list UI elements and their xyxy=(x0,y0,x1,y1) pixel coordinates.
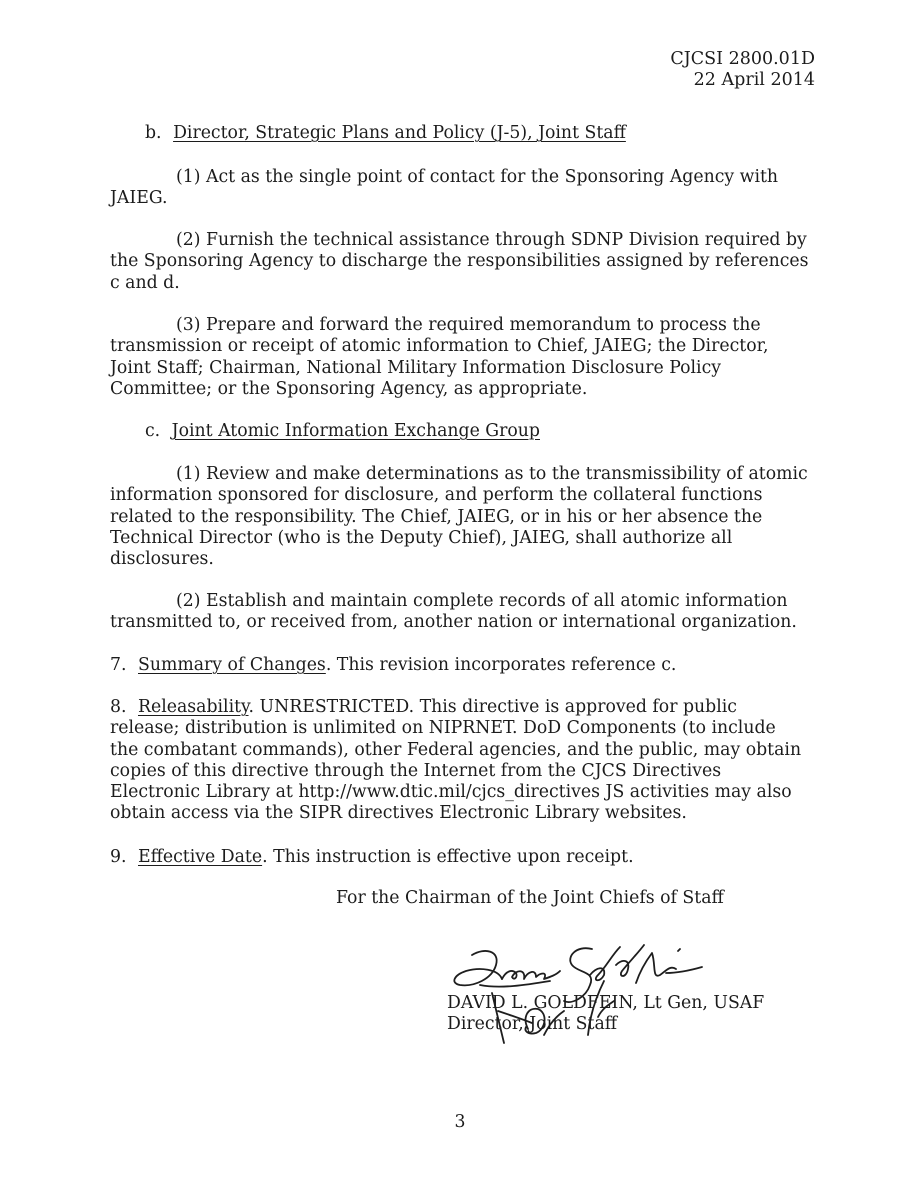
section-b-title: Director, Strategic Plans and Policy (J-5), Joint Staff xyxy=(173,123,626,143)
paragraph-c1 xyxy=(110,464,820,570)
text-line: the Sponsoring Agency to discharge the responsibilities assigned by references xyxy=(110,251,809,272)
signatory-title: Director, Joint Staff xyxy=(447,1014,618,1035)
text-line: (1) Review and make determinations as to the transmissibility of atomic xyxy=(176,464,808,484)
paragraph-8-first-line: . UNRESTRICTED. This directive is approved for public xyxy=(248,697,737,717)
paragraph-b3 xyxy=(110,315,820,400)
document-header xyxy=(670,49,815,91)
paragraph-7-number: 7. xyxy=(110,655,127,675)
paragraph-9-text: . This instruction is effective upon receipt. xyxy=(262,847,634,867)
paragraph-c2 xyxy=(110,591,820,634)
text-line: related to the responsibility. The Chief, JAIEG, or in his or her absence the xyxy=(110,506,763,527)
text-line: transmission or receipt of atomic information to Chief, JAIEG; the Director, xyxy=(110,336,769,357)
paragraph-9-number: 9. xyxy=(110,847,127,867)
section-c-number: c. xyxy=(145,421,161,441)
text-line: (3) Prepare and forward the required memorandum to process the xyxy=(176,315,761,335)
text-line: the combatant commands), other Federal agencies, and the public, may obtain xyxy=(110,739,802,760)
text-line: (1) Act as the single point of contact for the Sponsoring Agency with xyxy=(176,167,779,187)
section-b-number: b. xyxy=(145,123,162,143)
text-line: release; distribution is unlimited on NIPRNET. DoD Components (to include xyxy=(110,718,776,739)
section-c-heading xyxy=(145,421,855,442)
text-line: (2) Furnish the technical assistance through SDNP Division required by xyxy=(176,230,807,250)
paragraph-9 xyxy=(110,847,820,868)
paragraph-b1 xyxy=(110,167,820,210)
text-line: JAIEG. xyxy=(110,188,168,209)
paragraph-7-text: . This revision incorporates reference c. xyxy=(325,655,677,675)
paragraph-8-number: 8. xyxy=(110,697,127,717)
section-c-title: Joint Atomic Information Exchange Group xyxy=(171,421,540,441)
text-line: disclosures. xyxy=(110,549,214,570)
text-line: transmitted to, or received from, another nation or international organization. xyxy=(110,612,797,633)
closing-line: For the Chairman of the Joint Chiefs of Staff xyxy=(336,888,724,908)
text-line: copies of this directive through the Internet from the CJCS Directives xyxy=(110,760,722,781)
text-line: Joint Staff; Chairman, National Military Information Disclosure Policy xyxy=(110,357,722,378)
text-line: obtain access via the SIPR directives Electronic Library websites. xyxy=(110,803,687,824)
paragraph-7 xyxy=(110,655,820,676)
text-line: Committee; or the Sponsoring Agency, as appropriate. xyxy=(110,378,588,399)
signatory-name: DAVID L. GOLDFEIN, Lt Gen, USAF xyxy=(447,993,765,1013)
page-number: 3 xyxy=(454,1112,466,1132)
text-line: information sponsored for disclosure, and perform the collateral functions xyxy=(110,485,763,506)
paragraph-8-title: Releasability xyxy=(138,697,249,717)
signature-block xyxy=(447,993,764,1036)
text-line: Electronic Library at http://www.dtic.mil/cjcs_directives JS activities may also xyxy=(110,782,792,803)
section-b-heading xyxy=(145,123,855,144)
paragraph-b2 xyxy=(110,230,820,294)
document-id: CJCSI 2800.01D xyxy=(670,49,815,69)
text-line: c and d. xyxy=(110,272,180,293)
document-date: 22 April 2014 xyxy=(693,70,815,90)
paragraph-8 xyxy=(110,697,820,825)
paragraph-7-title: Summary of Changes xyxy=(138,655,326,675)
paragraph-9-title: Effective Date xyxy=(138,847,263,867)
text-line: Technical Director (who is the Deputy Chief), JAIEG, shall authorize all xyxy=(110,527,733,548)
text-line: (2) Establish and maintain complete records of all atomic information xyxy=(176,591,788,611)
